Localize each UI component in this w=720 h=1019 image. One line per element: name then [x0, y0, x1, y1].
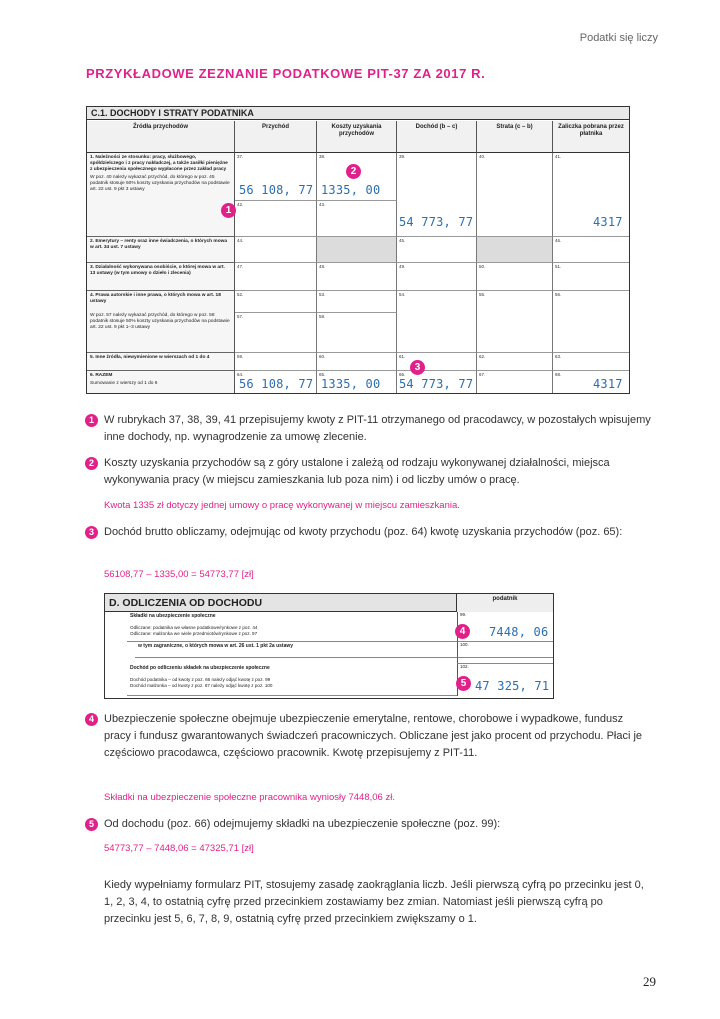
- box-58: 58.: [317, 313, 397, 353]
- explanation-5: [88, 816, 652, 833]
- page-title: PRZYKŁADOWE ZEZNANIE PODATKOWE PIT-37 ZA 2017 R.: [86, 66, 486, 81]
- marker-4: 4: [85, 713, 98, 726]
- box-42: 42.: [235, 201, 317, 237]
- marker-2: 2: [85, 457, 98, 470]
- box-52: 52.: [235, 291, 317, 313]
- box-68: 68.: [553, 371, 629, 393]
- col-header-revenue: Przychód: [235, 121, 317, 153]
- box-41: 41.: [553, 153, 629, 237]
- marker-1: 1: [221, 203, 236, 218]
- row-employment: [87, 153, 235, 237]
- row-social-a: Odliczane: podatnika we własne podatkowe/rynkowe z poz. 44: [130, 625, 258, 630]
- explanation-1-text: W rubrykach 37, 38, 39, 41 przepisujemy kwoty z PIT-11 otrzymanego od pracodawcy, w pozostałych wpisujemy inne dochody, np. wynagrodzenie za umowę zlecenie.: [104, 414, 651, 443]
- handwritten-total-revenue: 56 108, 77: [239, 377, 314, 391]
- col-header-costs: Koszty uzyskania przychodów: [317, 121, 397, 153]
- row-social-contributions: [127, 612, 457, 642]
- pit37-deductions-table: [104, 593, 554, 699]
- box-38: 38.: [317, 153, 397, 201]
- box-102: 102.: [457, 664, 553, 696]
- marker-1: 1: [85, 414, 98, 427]
- row-personal-activity: 3. Działalność wykonywana osobiście, o której mowa w art. 13 ustawy (w tym umowy o dzieło i zlecenia): [87, 263, 235, 291]
- row-social-b: Odliczane: małżonka we wiele przedmiotów/rynkowe z poz. 97: [130, 630, 258, 636]
- marker-4: 4: [455, 624, 470, 639]
- handwritten-advance: 4317: [593, 215, 623, 229]
- box-47: 47.: [235, 263, 317, 291]
- explanation-4-text: Ubezpieczenie społeczne obejmuje ubezpieczenie emerytalne, rentowe, chorobowe i wypadkowe, fundusz pracy i fundusz gwarantowanych świadczeń pracowniczych. Obliczane jest jako procent od przychodu. Płaci je częściowo pracodawca, częściowo pracownik. Kwotę przepisujemy z PIT-11.: [104, 713, 643, 759]
- marker-2: 2: [346, 164, 361, 179]
- row-social-title: Składki na ubezpieczenie społeczne: [130, 613, 216, 619]
- handwritten-total-income: 54 773, 77: [399, 377, 474, 391]
- col-header-source: Źródła przychodów: [87, 121, 235, 153]
- box-55: 55.: [477, 291, 553, 353]
- row-pensions: 2. Emerytury – renty oraz inne świadczenia, o których mowa w art. 34 ust. 7 ustawy: [87, 237, 235, 263]
- box-37: 37.: [235, 153, 317, 201]
- row-foreign: [135, 642, 457, 658]
- row-copyright-note: W poz. 57 należy wykazać przychód, do którego w poz. 58 podatnik stosuje 50% koszty uzyskania przychodów na podstawie art. 22 ust. 9 pkt 1–3 ustawy: [90, 313, 230, 330]
- explanation-1: [88, 412, 652, 446]
- row-total: [87, 371, 235, 393]
- rounding-note: Kiedy wypełniamy formularz PIT, stosujemy zasadę zaokrąglania liczb. Jeśli pierwszą cyfrą po przecinku jest 0, 1, 2, 3, 4, to ostatnią cyfrę przed przecinkiem zostawiamy bez zmian. Natomiast jeśli pierwszą cyfrą po przecinku jest 5, 6, 7, 8, 9, ostatnią cyfrę przed przecinkiem zwiększamy o 1.: [104, 879, 644, 925]
- handwritten-income: 54 773, 77: [399, 215, 474, 229]
- marker-3: 3: [410, 360, 425, 375]
- box-62: 62.: [477, 353, 553, 371]
- pit37-income-table: [86, 106, 630, 394]
- row-income-after-a: Dochód podatnika – od kwoty z poz. 66 należy odjąć kwotę z poz. 99: [130, 677, 271, 682]
- explanation-5-formula: 54773,77 – 7448,06 = 47325,71 [zł]: [104, 843, 254, 854]
- row-copyright: [87, 291, 235, 353]
- explanation-5-text: Od dochodu (poz. 66) odejmujemy składki na ubezpieczenie społeczne (poz. 99):: [104, 818, 501, 830]
- explanation-3-formula: 56108,77 – 1335,00 = 54773,77 [zł]: [104, 569, 254, 580]
- marker-5: 5: [456, 676, 471, 691]
- box-39: 39.: [397, 153, 477, 237]
- row-employment-title: 1. Należności ze stosunku: pracy, służbowego, spółdzielczego i z pracy nakładczej, a także zasiłki pieniężne z ubezpieczenia społecznego wypłacone przez zakład pracy: [90, 155, 228, 172]
- box-53: 53.: [317, 291, 397, 313]
- box-60: 60.: [317, 353, 397, 371]
- box-shaded: [317, 237, 397, 263]
- box-64: 64.: [235, 371, 317, 393]
- box-40: 40.: [477, 153, 553, 237]
- row-income-after-title: Dochód po odliczeniu składek na ubezpieczenie społeczne: [130, 665, 270, 671]
- row-copyright-title: 4. Prawa autorskie i inne prawa, o których mowa w art. 18 ustawy: [90, 293, 221, 304]
- box-45: 45.: [397, 237, 477, 263]
- explanation-3-text: Dochód brutto obliczamy, odejmując od kwoty przychodu (poz. 64) kwotę uzyskania przychodów (poz. 65):: [104, 526, 623, 538]
- box-67: 67.: [477, 371, 553, 393]
- handwritten-social: 7448, 06: [489, 625, 549, 639]
- box-61: 61.: [397, 353, 477, 371]
- running-head: Podatki się liczy: [579, 32, 658, 44]
- handwritten-total-costs: 1335, 00: [321, 377, 381, 391]
- box-shaded: [477, 237, 553, 263]
- box-44: 44.: [235, 237, 317, 263]
- box-59: 59.: [235, 353, 317, 371]
- box-63: 63.: [553, 353, 629, 371]
- explanation-4: [88, 711, 652, 762]
- box-51: 51.: [553, 263, 629, 291]
- row-income-after-b: Dochód małżonka – od kwoty z poz. 67 należy odjąć kwotę z poz. 100: [130, 682, 273, 688]
- box-66: 66.: [397, 371, 477, 393]
- row-other-sources: 5. Inne źródła, niewymienione w wierszach od 1 do 4: [87, 353, 235, 371]
- handwritten-total-advance: 4317: [593, 377, 623, 391]
- box-57: 57.: [235, 313, 317, 353]
- col-header-income: Dochód (b – c): [397, 121, 477, 153]
- box-99: 99.: [457, 612, 553, 642]
- marker-5: 5: [85, 818, 98, 831]
- explanation-2-highlight: Kwota 1335 zł dotyczy jednej umowy o pracę wykonywanej w miejscu zamieszkania.: [104, 500, 460, 511]
- form1-header: C.1. DOCHODY I STRATY PODATNIKA: [87, 107, 629, 120]
- handwritten-income-after: 47 325, 71: [475, 679, 550, 693]
- col-header-loss: Strata (c – b): [477, 121, 553, 153]
- explanation-2: [88, 455, 652, 489]
- marker-3: 3: [85, 526, 98, 539]
- box-43: 43.: [317, 201, 397, 237]
- box-46: 46.: [553, 237, 629, 263]
- box-100: 100.: [457, 642, 553, 658]
- page-number: 29: [643, 974, 656, 989]
- form2-col-header: podatnik: [457, 594, 553, 613]
- row-total-title: 6. RAZEM: [90, 373, 113, 378]
- box-50: 50.: [477, 263, 553, 291]
- explanation-2-text: Koszty uzyskania przychodów są z góry ustalone i zależą od rodzaju wykonywanej działalności, miejsca wykonywania pracy (w miejscu zamieszkania lub poza nim) i od liczby umów o pracę.: [104, 457, 610, 486]
- row-foreign-text: w tym zagraniczne, o których mowa w art. 26 ust. 1 pkt 2a ustawy: [138, 643, 294, 649]
- explanation-3: [88, 524, 652, 541]
- handwritten-costs: 1335, 00: [321, 183, 381, 197]
- box-48: 48.: [317, 263, 397, 291]
- form2-header: D. ODLICZENIA OD DOCHODU: [105, 594, 457, 612]
- handwritten-revenue: 56 108, 77: [239, 183, 314, 197]
- box-49: 49.: [397, 263, 477, 291]
- row-income-after: [127, 664, 457, 696]
- box-65: 65.: [317, 371, 397, 393]
- col-header-advance: Zaliczka pobrana przez płatnika: [553, 121, 629, 153]
- box-54: 54.: [397, 291, 477, 353]
- row-total-note: Sumowanie z wierszy od 1 do 6: [90, 381, 158, 386]
- box-56: 56.: [553, 291, 629, 353]
- row-employment-note: W poz. 40 należy wykazać przychód, do którego w poz. 45 podatnik stosuje 50% koszty uzyskania przychodów na podstawie art. 22 ust. 9 pkt 3 ustawy: [90, 175, 230, 192]
- explanation-4-highlight: Składki na ubezpieczenie społeczne pracownika wyniosły 7448,06 zł.: [104, 792, 395, 803]
